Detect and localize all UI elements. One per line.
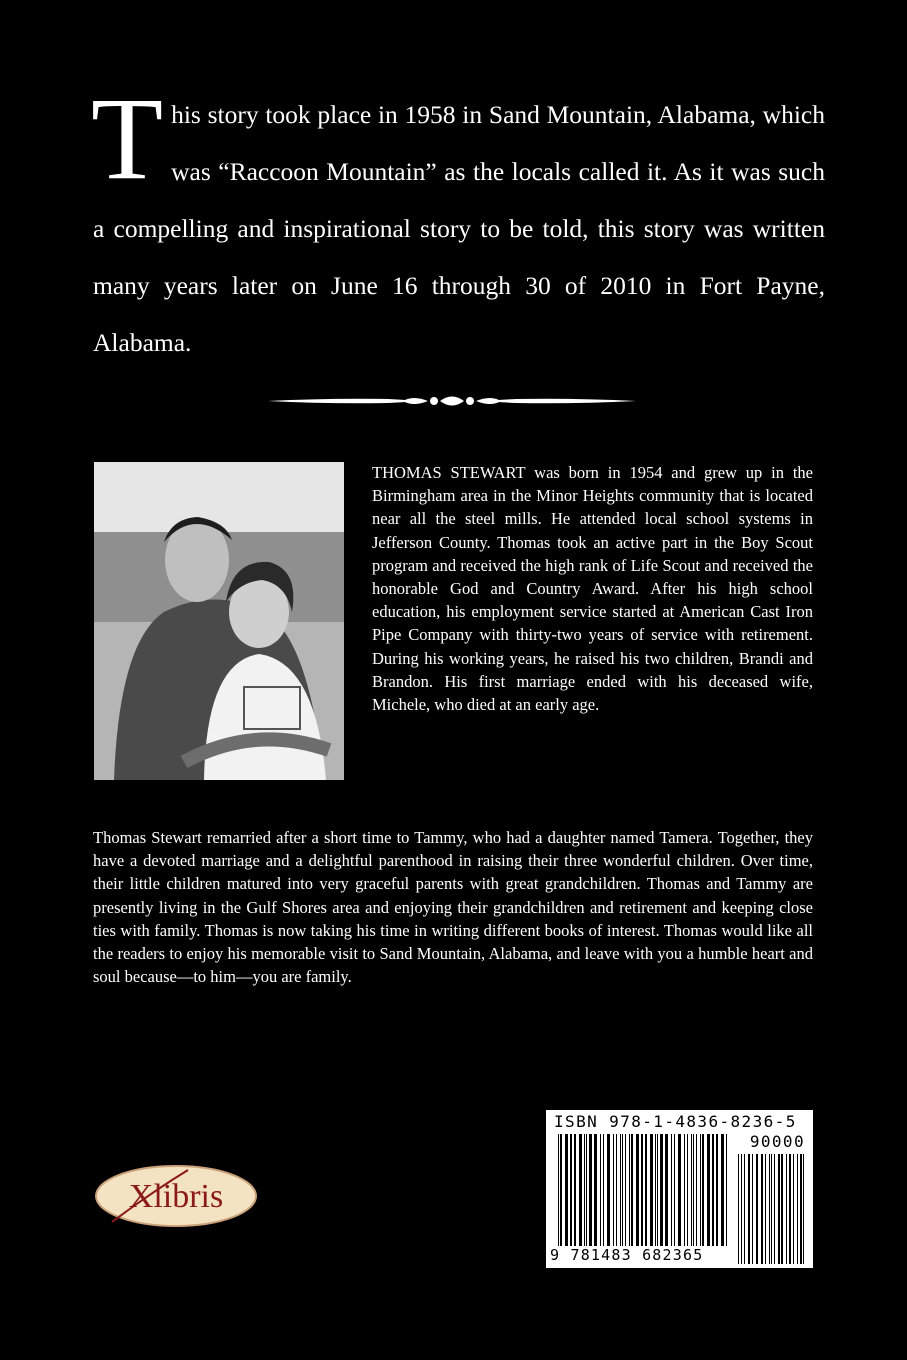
barcode-bar — [645, 1134, 647, 1246]
barcode-bar — [702, 1134, 704, 1246]
barcode-bar — [748, 1154, 750, 1264]
barcode-bar — [629, 1134, 630, 1246]
barcode-bar — [774, 1154, 775, 1264]
barcode-bar — [600, 1134, 601, 1246]
barcode-bar — [660, 1134, 663, 1246]
barcode-bar — [641, 1134, 643, 1246]
barcode-bar — [700, 1134, 701, 1246]
barcode-bar — [803, 1154, 804, 1264]
barcode-bar — [650, 1134, 653, 1246]
barcode-bar — [594, 1134, 597, 1246]
barcode-bar — [616, 1134, 617, 1246]
barcode-bar — [603, 1134, 604, 1246]
barcode-bar — [800, 1154, 802, 1264]
barcode-bar — [589, 1134, 592, 1246]
barcode-bar — [756, 1154, 758, 1264]
barcode-bar — [678, 1134, 681, 1246]
barcode-bar — [586, 1134, 587, 1246]
intro-text: his story took place in 1958 in Sand Mountain, Alabama, which was “Raccoon Mountain” as the locals called it. As it was such a compelling and inspirational story to be told, this story was written many years later on June 16 through 30 of 2010 in Fort Payne, Alabama. — [93, 100, 825, 357]
ornament-divider — [268, 388, 636, 414]
barcode-bar — [674, 1134, 675, 1246]
barcode-bar — [558, 1134, 559, 1246]
publisher-logo — [92, 1162, 258, 1230]
barcode-bar — [771, 1154, 772, 1264]
barcode-bar — [797, 1154, 798, 1264]
drop-cap: T — [91, 73, 164, 204]
barcode-bar — [607, 1134, 610, 1246]
barcode-bar — [691, 1134, 692, 1246]
barcode-bar — [574, 1134, 576, 1246]
barcode-bar — [622, 1134, 623, 1246]
author-bio-continued: Thomas Stewart remarried after a short time to Tammy, who had a daughter named Tamera. Together, they have a devoted marriage and a delightful parenthood in raising their three wonderful children. Over time, their little children matured into very graceful parents with great grandchildren. Thomas and Tammy are presently living in the Gulf Shores area and enjoying their grandchildren and retirement and keeping close ties with family. Thomas is now taking his time in writing different books of interest. Thomas would like all the readers to enjoy his memorable visit to Sand Mountain, Alabama, and leave with you a humble heart and soul because—to him—you are family. — [93, 828, 813, 987]
barcode-bar — [778, 1154, 780, 1264]
barcode-bar — [631, 1134, 633, 1246]
barcode-bar — [657, 1134, 658, 1246]
barcode-bar — [741, 1154, 742, 1264]
barcode-bar — [765, 1154, 766, 1264]
barcode-bar — [584, 1134, 585, 1246]
barcode-bar — [687, 1134, 688, 1246]
intro-paragraph — [91, 73, 825, 371]
barcode-bar — [579, 1134, 582, 1246]
barcode-bar — [712, 1134, 714, 1246]
price-addon-label: 90000 — [749, 1132, 805, 1151]
barcode-bar — [570, 1134, 572, 1246]
barcode-bar — [793, 1154, 794, 1264]
barcode-bar — [696, 1134, 697, 1246]
barcode-bar — [665, 1134, 668, 1246]
isbn-label: ISBN 978-1-4836-8236-5 — [554, 1112, 797, 1131]
barcode-bar — [636, 1134, 639, 1246]
isbn-barcode — [546, 1110, 813, 1268]
barcode-bar — [707, 1134, 710, 1246]
barcode-bar — [655, 1134, 656, 1246]
ean-digits: 9 781483 682365 — [550, 1246, 704, 1264]
barcode-bar — [726, 1134, 727, 1246]
barcode-bar — [620, 1134, 621, 1246]
barcode-bar — [786, 1154, 787, 1264]
barcode-bar — [613, 1134, 614, 1246]
barcode-bar — [744, 1154, 745, 1264]
barcode-bar — [671, 1134, 672, 1246]
barcode-bar — [693, 1134, 694, 1246]
barcode-bar — [716, 1134, 718, 1246]
barcode-bar — [625, 1134, 626, 1246]
barcode-bar — [721, 1134, 724, 1246]
author-photo — [94, 462, 344, 780]
barcode-bar — [738, 1154, 739, 1264]
barcode-bar — [789, 1154, 791, 1264]
barcode-bar — [769, 1154, 770, 1264]
barcode-bar — [761, 1154, 763, 1264]
barcode-bar — [752, 1154, 753, 1264]
barcode-bar — [781, 1154, 783, 1264]
author-bio: THOMAS STEWART was born in 1954 and grew up in the Birmingham area in the Minor Heights community that is located near all the steel mills. He attended local school systems in Jefferson County. Thomas took an active part in the Boy Scout program and received the high rank of Life Scout and received the honorable God and Country Award. After his high school education, his employment service started at American Cast Iron Pipe Company with thirty-two years of service with retirement. During his working years, he raised his two children, Brandi and Brandon. His first marriage ended with his deceased wife, Michele, who died at an early age. — [372, 463, 813, 715]
barcode-bar — [565, 1134, 568, 1246]
barcode-bar — [560, 1134, 562, 1246]
barcode-bar — [684, 1134, 685, 1246]
publisher-name: Xlibris — [128, 1178, 224, 1215]
